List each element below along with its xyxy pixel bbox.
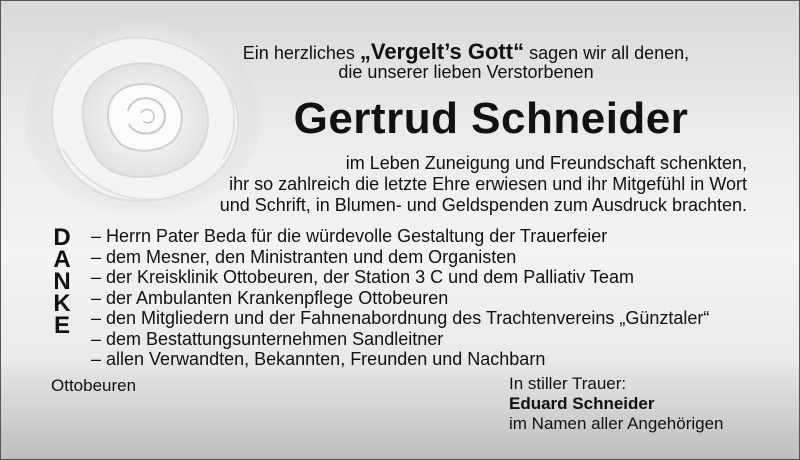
deceased-name: Gertrud Schneider	[293, 94, 689, 143]
signature-relation: im Namen aller Angehörigen	[509, 414, 724, 433]
signature-intro: In stiller Trauer:	[509, 374, 627, 393]
danke-vertical	[51, 224, 73, 339]
thanks-line: ihr so zahlreich die letzte Ehre erwiesen und ihr Mitgefühl in Wort	[229, 174, 747, 194]
intro-line-2: die unserer lieben Verstorbenen	[338, 62, 594, 82]
intro-line-1	[201, 41, 731, 64]
list-item: – Herrn Pater Beda für die würdevolle Gestaltung der Trauerfeier	[91, 226, 608, 246]
danke-letter: D	[53, 224, 71, 251]
thanks-line: und Schrift, in Blumen- und Geldspenden zum Ausdruck brachten.	[219, 195, 747, 215]
place-name: Ottobeuren	[51, 376, 137, 395]
danke-letter: N	[53, 268, 71, 295]
list-item: – allen Verwandten, Bekannten, Freunden und Nachbarn	[91, 349, 546, 369]
thanks-list	[91, 226, 709, 370]
list-item: – der Ambulanten Krankenpflege Ottobeuren	[91, 287, 449, 308]
intro-text-before: Ein herzliches	[242, 43, 360, 63]
danke-letter: E	[53, 312, 70, 339]
thanks-line: im Leben Zuneigung und Freundschaft schenkten,	[345, 153, 747, 173]
intro-highlight: „Vergelt’s Gott“	[359, 39, 525, 64]
danke-letter: K	[53, 290, 71, 317]
signature-block	[509, 374, 724, 434]
list-item: – der Kreisklinik Ottobeuren, der Station 3 C und dem Palliativ Team	[91, 267, 634, 287]
list-item: – den Mitgliedern und der Fahnenabordnung des Trachtenvereins „Günztaler“	[91, 308, 710, 328]
thanks-paragraph	[147, 153, 747, 216]
list-item: – dem Mesner, den Ministranten und dem Organisten	[91, 246, 517, 267]
danke-letter: A	[53, 246, 71, 273]
list-item: – dem Bestattungsunternehmen Sandleitner	[91, 328, 444, 349]
intro-text-after: sagen wir all denen,	[524, 43, 690, 63]
signature-name: Eduard Schneider	[509, 394, 655, 413]
